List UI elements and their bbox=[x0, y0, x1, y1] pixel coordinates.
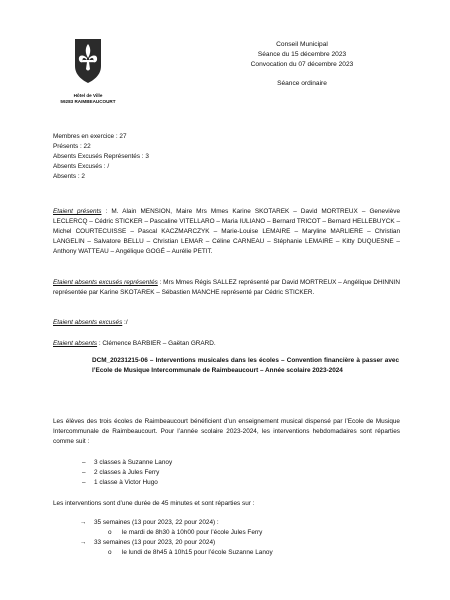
present-label: Etaient présents bbox=[53, 208, 102, 215]
council-title: Conseil Municipal bbox=[276, 41, 328, 48]
class-bullet: – bbox=[82, 459, 86, 466]
convocation-date: Convocation du 07 décembre 2023 bbox=[250, 61, 354, 68]
duration-paragraph: Les interventions sont d’une durée de 45 minutes et sont réparties sur : bbox=[53, 500, 255, 507]
present-text: : M. Alain MENSION, Maire Mrs Mmes Karine SKOTAREK – David MORTREUX – Geneviève LECLERCQ – Cédric STICKER – Pascaline VITELLARO – Maria IULIANO – Bernard TRICOT – Bernard HELLEBUYCK – Michel COURTECUISSE – Pascal KACZMARCZYK – Marie-Louise LEMAIRE – Maryline MARLIERE – Christian LANGELIN – Salvatore BELLU – Christian LEMAR – Céline CARNEAU – Stéphanie LEMAIRE – Kitty DUQUESNE – Anthony WATTEAU – Angélique GOGÉ – Aurélie PETIT. bbox=[53, 208, 401, 255]
sub-bullet: o bbox=[108, 549, 112, 556]
class-item-victor-hugo: 1 classe à Victor Hugo bbox=[94, 479, 158, 486]
represented-label: Etaient absents excusés représentés bbox=[53, 279, 158, 286]
represented-text: : Mrs Mmes Régis SALLEZ représenté par David MORTREUX – Angélique DHINNIN représentée par Karine SKOTAREK – Sébastien MANCHE représenté par Cédric STICKER. bbox=[53, 279, 401, 296]
session-date: Séance du 15 décembre 2023 bbox=[257, 51, 347, 58]
logo-caption-line1: Hôtel de Ville bbox=[73, 93, 103, 98]
absent-label: Etaient absents bbox=[53, 340, 98, 347]
session-type: Séance ordinaire bbox=[277, 80, 327, 87]
arrow-icon: → bbox=[80, 519, 87, 526]
class-bullet: – bbox=[82, 479, 86, 486]
count-absent: Absents : 2 bbox=[53, 173, 85, 180]
session-header bbox=[232, 40, 372, 89]
schedule-jules-ferry-weeks: 35 semaines (13 pour 2023, 22 pour 2024) : bbox=[94, 519, 219, 526]
count-excused: Absents Excusés : / bbox=[53, 163, 110, 170]
intro-paragraph: Les élèves des trois écoles de Raimbeaucourt bénéficient d’un enseignement musical dispensé par l’Ecole de Musique Intercommunale de Raimbeaucourt. Pour l’année scolaire 2023-2024, les interventions hebdomadaires sont réparties comme suit : bbox=[53, 418, 400, 445]
present-paragraph bbox=[53, 207, 400, 257]
logo-caption bbox=[52, 93, 124, 105]
arrow-icon: → bbox=[80, 539, 87, 546]
absent-paragraph bbox=[53, 339, 400, 349]
deliberation-title: DCM_20231215-06 – Interventions musicales dans les écoles – Convention financière à passer avec l’Ecole de Musique Intercommunale de Raimbeaucourt – Année scolaire 2023-2024 bbox=[92, 357, 399, 374]
fleur-de-lis-shield-icon bbox=[74, 38, 102, 84]
schedule-jules-ferry-slot: le mardi de 8h30 à 10h00 pour l’école Jules Ferry bbox=[122, 529, 263, 536]
represented-paragraph bbox=[53, 278, 400, 298]
excused-paragraph bbox=[53, 318, 400, 328]
class-bullet: – bbox=[82, 469, 86, 476]
excused-text: :/ bbox=[122, 319, 128, 326]
count-members: Membres en exercice : 27 bbox=[53, 133, 127, 140]
class-item-suzanne-lanoy: 3 classes à Suzanne Lanoy bbox=[94, 459, 173, 466]
excused-label: Etaient absents excusés bbox=[53, 319, 123, 326]
logo-caption-line2: 59283 RAIMBEAUCOURT bbox=[60, 99, 116, 104]
sub-bullet: o bbox=[108, 529, 112, 536]
class-item-jules-ferry: 2 classes à Jules Ferry bbox=[94, 469, 160, 476]
schedule-suzanne-lanoy-weeks: 33 semaines (13 pour 2023, 20 pour 2024) bbox=[94, 539, 216, 546]
schedule-suzanne-lanoy-slot: le lundi de 8h45 à 10h15 pour l’école Suzanne Lanoy bbox=[122, 549, 273, 556]
count-represented: Absents Excusés Représentés : 3 bbox=[53, 153, 149, 160]
absent-text: : Clémence BARBIER – Gaëtan GRARD. bbox=[97, 340, 216, 347]
count-present: Présents : 22 bbox=[53, 143, 91, 150]
attendance-counts bbox=[53, 132, 400, 182]
